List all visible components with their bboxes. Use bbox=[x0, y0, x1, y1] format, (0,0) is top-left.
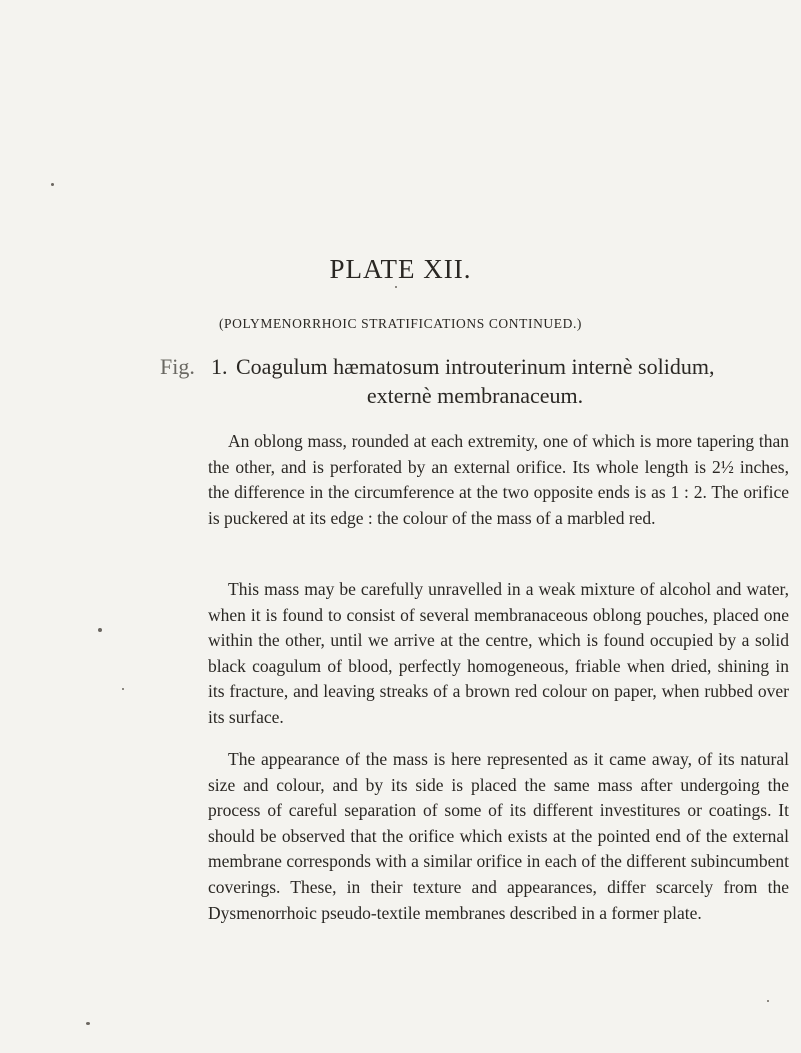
paper-speck bbox=[98, 628, 102, 632]
paper-speck bbox=[122, 688, 124, 690]
paper-speck bbox=[51, 183, 54, 186]
figure-title-line-1: Coagulum hæmatosum introuterinum internè solidum, bbox=[236, 354, 715, 379]
paper-speck bbox=[395, 286, 397, 288]
paper-speck bbox=[767, 1000, 769, 1002]
description-paragraph-2: This mass may be carefully unravelled in a weak mixture of alcohol and water, when it is found to consist of several membranaceous oblong pouches, placed one within the other, until we arrive at the centre, which is found occupied by a solid black coagulum of blood, perfectly homogeneous, friable when dried, shining in its fracture, and leaving streaks of a brown red colour on paper, when rubbed over its surface. bbox=[208, 579, 789, 727]
paper-speck bbox=[86, 1022, 90, 1025]
plate-subtitle: (POLYMENORRHOIC STRATIFICATIONS CONTINUED.) bbox=[218, 316, 583, 331]
figure-number: 1. bbox=[211, 354, 228, 379]
description-paragraph-3: The appearance of the mass is here represented as it came away, of its natural size and colour, and by its side is placed the same mass after undergoing the process of careful separation of some of its different investitures or coatings. It should be observed that the orifice which exists at the pointed end of the external membrane corresponds with a similar orifice in each of the different subincumbent coverings. These, in their texture and appearances, differ scarcely from the Dysmenorrhoic pseudo-textile membranes described in a former plate. bbox=[208, 749, 789, 923]
description-paragraph-1: An oblong mass, rounded at each extremity, one of which is more tapering than the other, and is perforated by an external orifice. Its whole length is 2½ inches, the difference in the circumference at the two opposite ends is as 1 : 2. The orifice is puckered at its edge : the colour of the mass of a marbled red. bbox=[208, 431, 789, 528]
plate-title: PLATE XII. bbox=[329, 254, 472, 284]
figure-label: Fig. bbox=[160, 354, 195, 379]
figure-title-line-2: externè membranaceum. bbox=[366, 383, 584, 408]
